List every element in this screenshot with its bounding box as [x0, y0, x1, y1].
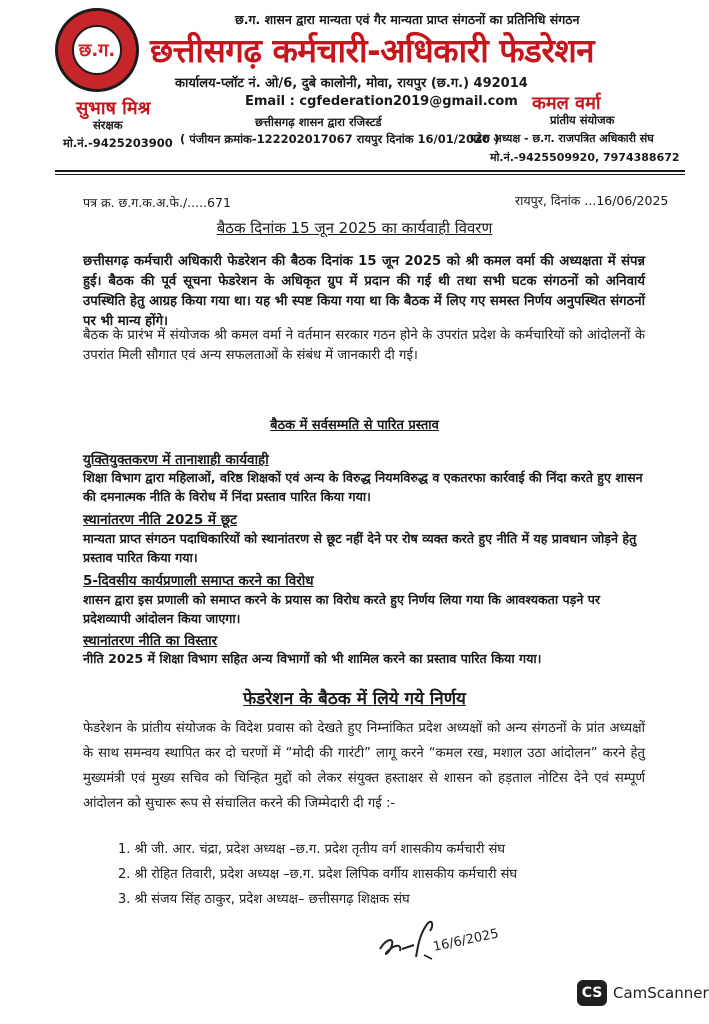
organization-name: छत्तीसगढ़ कर्मचारी-अधिकारी फेडरेशन	[150, 31, 595, 70]
patron-name: सुभाष मिश्र	[76, 98, 151, 119]
decisions-title	[0, 686, 709, 709]
document-title-text: बैठक दिनांक 15 जून 2025 का कार्यवाही विवरण	[216, 219, 493, 237]
convener-designation: प्रदेश अध्यक्ष - छ.ग. राजपत्रित अधिकारी संघ	[470, 132, 654, 145]
list-item: 2. श्री रोहित तिवारी, प्रदेश अध्यक्ष –छ.ग. प्रदेश लिपिक वर्गीय शासकीय कर्मचारी संघ	[118, 867, 518, 882]
letterhead-divider-thin	[55, 174, 685, 175]
resolution-heading: युक्तियुक्तकरण में तानाशाही कार्यवाही	[83, 452, 269, 468]
letterhead-divider	[55, 170, 685, 172]
decisions-title-text: फेडरेशन के बैठक में लिये गये निर्णय	[243, 689, 466, 709]
convener-name: कमल वर्मा	[532, 93, 601, 114]
resolution-text: शिक्षा विभाग द्वारा महिलाओं, वरिष्ठ शिक्षकों एवं अन्य के विरुद्ध नियमविरुद्ध व एकतरफा कार्रवाई की निंदा करते हुए शासन की दमनात्मक नीति के विरोध में निंदा प्रस्ताव पारित किया गया।	[83, 470, 643, 504]
signature	[372, 915, 522, 975]
paragraph-opening: बैठक के प्रारंभ में संयोजक श्री कमल वर्मा ने वर्तमान सरकार गठन होने के उपरांत प्रदेश के कर्मचारियों को आंदोलनों के उपरांत मिली सौगात एवं अन्य सफलताओं के संबंध में जानकारी दी गई।	[83, 328, 645, 363]
registration-number: ( पंजीयन क्रमांक-122202017067 रायपुर दिनांक 16/01/2020 )	[180, 132, 500, 146]
resolution-text: शासन द्वारा इस प्रणाली को समाप्त करने के प्रयास का विरोध करते हुए निर्णय लिया गया कि आवश्यकता पड़ने पर प्रदेशव्यापी आंदोलन किया जाएगा।	[83, 592, 601, 626]
resolution-heading: 5-दिवसीय कार्यप्रणाली समाप्त करने का विरोध	[83, 573, 314, 589]
reference-number: पत्र क्र. छ.ग.क.अ.फे./.....671	[83, 195, 231, 210]
resolution-text: मान्यता प्राप्त संगठन पदाधिकारियों को स्थानांतरण से छूट नहीं देने पर रोष व्यक्त करते हुए नीति में यह प्रावधान जोड़ने हेतु प्रस्ताव पारित किया गया।	[83, 531, 637, 565]
responsible-people-list	[118, 837, 517, 912]
document-title	[0, 218, 709, 238]
registration-line: छत्तीसगढ़ शासन द्वारा रजिस्टर्ड	[255, 115, 382, 129]
office-address: कार्यालय-प्लॉट नं. ओ/6, दुबे कालोनी, मोवा, रायपुर (छ.ग.) 492014	[175, 76, 528, 91]
resolutions-title-text: बैठक में सर्वसम्मति से पारित प्रस्ताव	[270, 418, 439, 433]
camscanner-logo: CS	[577, 980, 607, 1006]
paragraph-intro: छत्तीसगढ़ कर्मचारी अधिकारी फेडरेशन की बैठक दिनांक 15 जून 2025 को श्री कमल वर्मा की अध्यक्षता में संपन्न हुई। बैठक की पूर्व सूचना फेडरेशन के अधिकृत ग्रुप में प्रदान की गई थी तथा सभी घटक संगठनों को अनिवार्य उपस्थिति हेतु आग्रह किया गया था। यह भी स्पष्ट किया गया था कि बैठक में लिए गए समस्त निर्णय अनुपस्थित संगठनों पर भी मान्य होंगे।	[83, 254, 645, 329]
letter-date: रायपुर, दिनांक ...16/06/2025	[515, 193, 669, 208]
svg-text:16/6/2025: 16/6/2025	[431, 926, 501, 955]
resolutions-title	[0, 415, 709, 433]
logo-text: छ.ग.	[78, 40, 116, 61]
resolution-heading: स्थानांतरण नीति 2025 में छूट	[83, 512, 237, 528]
convener-phone: मो.नं.-9425509920, 7974388672	[490, 151, 680, 164]
email-address: Email : cgfederation2019@gmail.com	[245, 94, 518, 109]
federation-logo	[55, 8, 139, 92]
resolution-text: नीति 2025 में शिक्षा विभाग सहित अन्य विभागों को भी शामिल करने का प्रस्ताव पारित किया गया।	[83, 651, 542, 666]
patron-role: संरक्षक	[93, 118, 123, 132]
camscanner-label: CamScanner	[613, 984, 709, 1002]
logo-emblem	[72, 25, 122, 75]
letterhead-tagline: छ.ग. शासन द्वारा मान्यता एवं गैर मान्यता प्राप्त संगठनों का प्रतिनिधि संगठन	[235, 12, 580, 27]
list-item: 1. श्री जी. आर. चंद्रा, प्रदेश अध्यक्ष –छ.ग. प्रदेश तृतीय वर्ग शासकीय कर्मचारी संघ	[118, 842, 506, 857]
patron-phone: मो.नं.-9425203900	[63, 136, 173, 150]
paragraph-decisions: फेडरेशन के प्रांतीय संयोजक के विदेश प्रवास को देखते हुए निम्नांकित प्रदेश अध्यक्षों को अन्य संगठनों के प्रांत अध्यक्षों के साथ समन्वय स्थापित कर दो चरणों में “मोदी की गारंटी” लागू करने “कमल रख, मशाल उठा आंदोलन” करने हेतु मुख्यमंत्री एवं मुख्य सचिव को चिन्हित मुद्दों को लेकर संयुक्त हस्ताक्षर से शासन को हड़ताल नोटिस देने एवं सम्पूर्ण आंदोलन को सुचारू रूप से संचालित करने की जिम्मेदारी दी गई :-	[83, 721, 645, 811]
convener-role: प्रांतीय संयोजक	[550, 113, 615, 127]
resolution-heading: स्थानांतरण नीति का विस्तार	[83, 633, 218, 649]
list-item: 3. श्री संजय सिंह ठाकुर, प्रदेश अध्यक्ष– छत्तीसगढ़ शिक्षक संघ	[118, 892, 410, 907]
